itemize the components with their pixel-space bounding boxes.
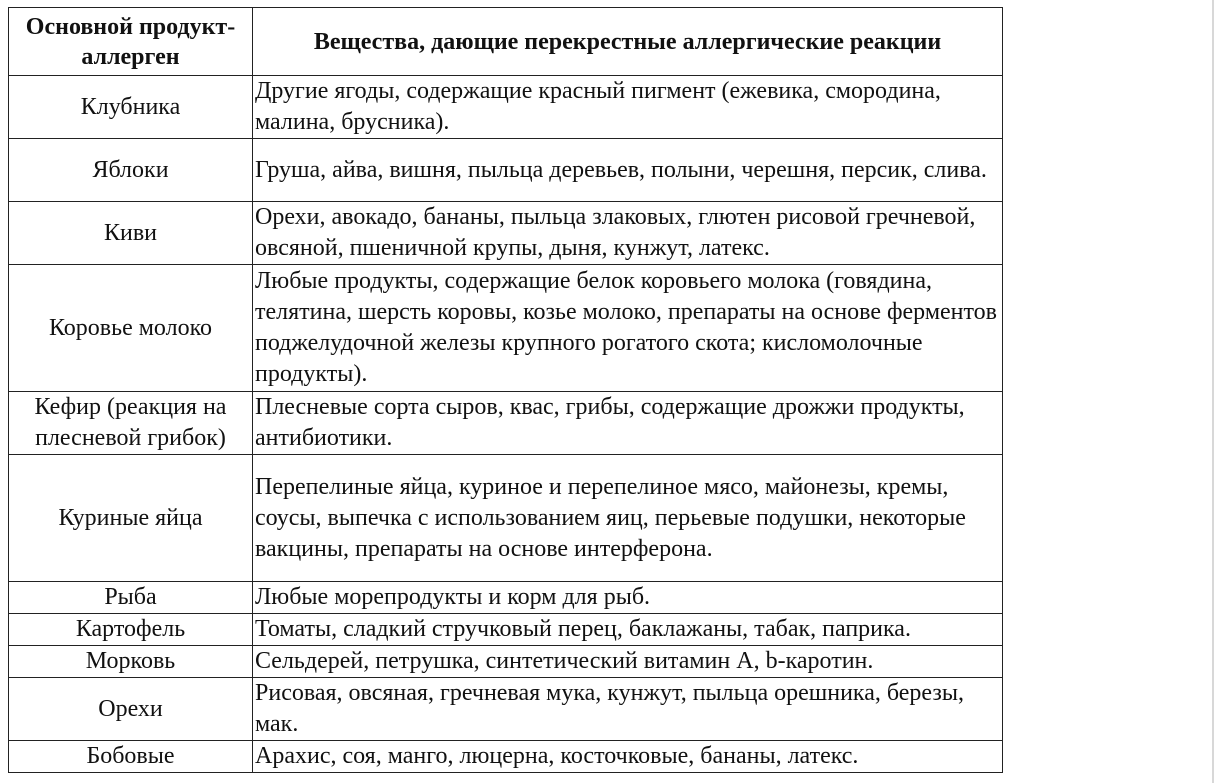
substances-cell: Другие ягоды, содержащие красный пигмент (ежевика, смородина, малина, брусника). bbox=[253, 76, 1003, 139]
table-row bbox=[9, 582, 1003, 614]
table-row bbox=[9, 202, 1003, 265]
substances-cell: Арахис, соя, манго, люцерна, косточковые, бананы, латекс. bbox=[253, 741, 1003, 773]
substances-cell: Сельдерей, петрушка, синтетический витамин А, b-каротин. bbox=[253, 646, 1003, 678]
product-cell: Морковь bbox=[9, 646, 253, 678]
substances-cell: Любые морепродукты и корм для рыб. bbox=[253, 582, 1003, 614]
product-cell: Куриные яйца bbox=[9, 455, 253, 582]
product-cell: Орехи bbox=[9, 678, 253, 741]
table-row bbox=[9, 76, 1003, 139]
table-header-row bbox=[9, 8, 1003, 76]
header-main-allergen: Основной продукт-аллерген bbox=[9, 8, 253, 76]
substances-cell: Томаты, сладкий стручковый перец, баклажаны, табак, паприка. bbox=[253, 614, 1003, 646]
table-row bbox=[9, 265, 1003, 392]
table-row bbox=[9, 455, 1003, 582]
product-cell: Кефир (реакция на плесневой грибок) bbox=[9, 392, 253, 455]
product-cell: Киви bbox=[9, 202, 253, 265]
substances-cell: Груша, айва, вишня, пыльца деревьев, полыни, черешня, персик, слива. bbox=[253, 139, 1003, 202]
table-row bbox=[9, 614, 1003, 646]
document-page bbox=[8, 7, 1003, 773]
substances-cell: Орехи, авокадо, бананы, пыльца злаковых, глютен рисовой гречневой, овсяной, пшеничной крупы, дыня, кунжут, латекс. bbox=[253, 202, 1003, 265]
table-row bbox=[9, 139, 1003, 202]
table-row bbox=[9, 678, 1003, 741]
table-row bbox=[9, 392, 1003, 455]
table-row bbox=[9, 741, 1003, 773]
substances-cell: Плесневые сорта сыров, квас, грибы, содержащие дрожжи продукты, антибиотики. bbox=[253, 392, 1003, 455]
substances-cell: Любые продукты, содержащие белок коровьего молока (говядина, телятина, шерсть коровы, козье молоко, препараты на основе ферментов поджелудочной железы крупного рогатого скота; кисломолочные продукты). bbox=[253, 265, 1003, 392]
substances-cell: Перепелиные яйца, куриное и перепелиное мясо, майонезы, кремы, соусы, выпечка с использованием яиц, перьевые подушки, некоторые вакцины, препараты на основе интерферона. bbox=[253, 455, 1003, 582]
substances-cell: Рисовая, овсяная, гречневая мука, кунжут, пыльца орешника, березы, мак. bbox=[253, 678, 1003, 741]
cross-allergy-table bbox=[8, 7, 1003, 773]
product-cell: Клубника bbox=[9, 76, 253, 139]
product-cell: Коровье молоко bbox=[9, 265, 253, 392]
product-cell: Бобовые bbox=[9, 741, 253, 773]
product-cell: Картофель bbox=[9, 614, 253, 646]
header-cross-substances: Вещества, дающие перекрестные аллергические реакции bbox=[253, 8, 1003, 76]
product-cell: Рыба bbox=[9, 582, 253, 614]
page-edge-divider bbox=[1212, 0, 1214, 783]
product-cell: Яблоки bbox=[9, 139, 253, 202]
table-row bbox=[9, 646, 1003, 678]
